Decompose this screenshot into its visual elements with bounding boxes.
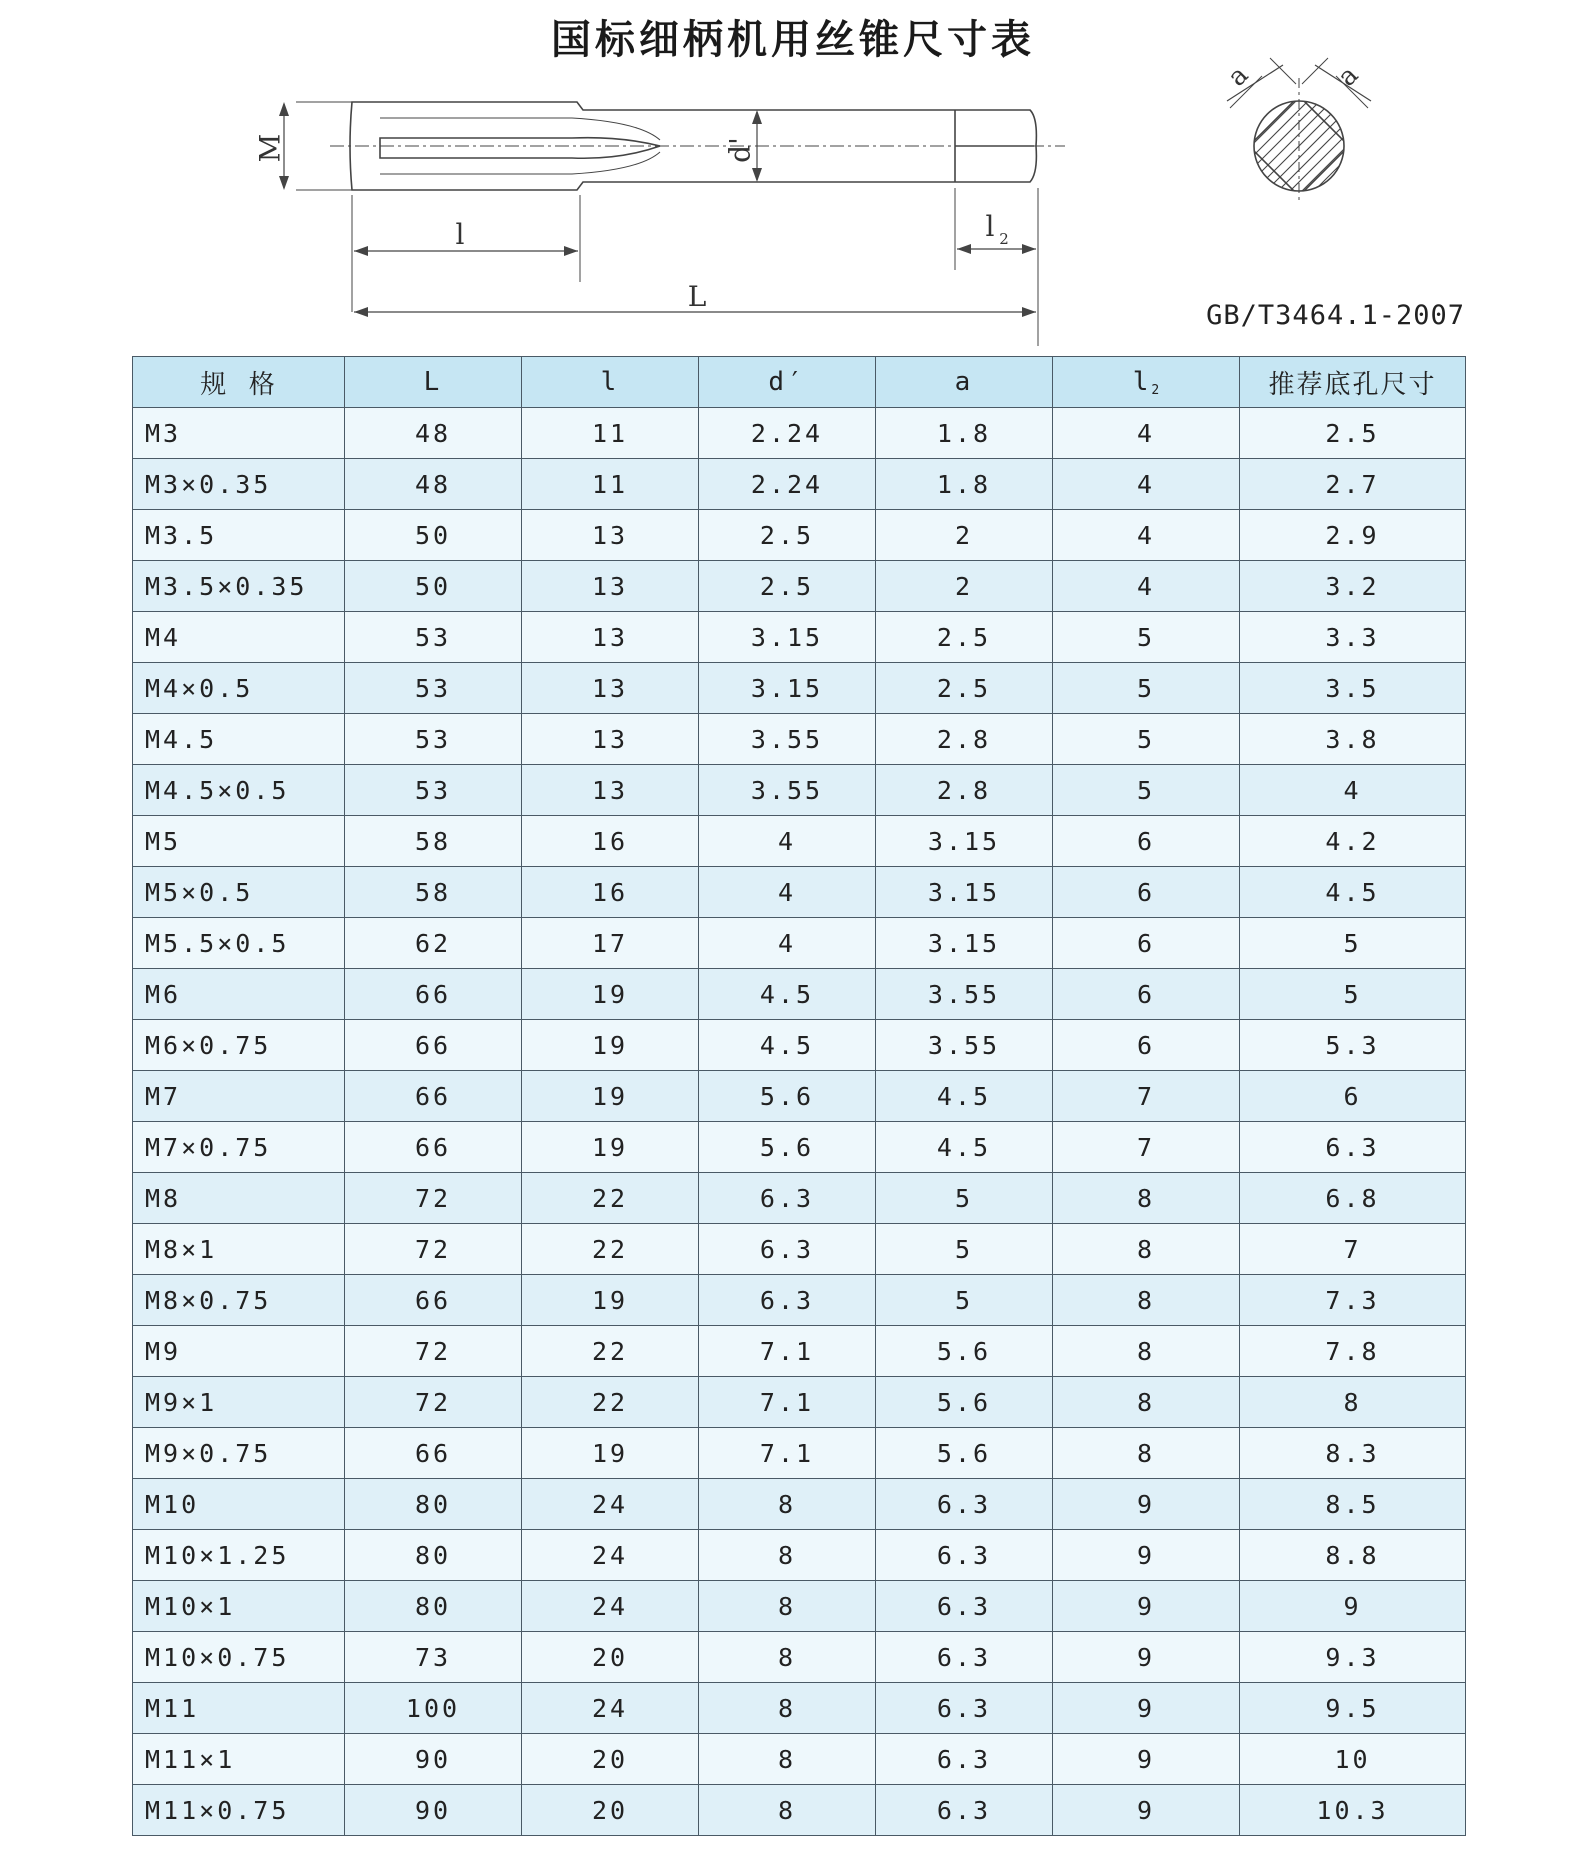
cell-l: 22	[522, 1173, 699, 1224]
cell-l: 19	[522, 969, 699, 1020]
table-row	[133, 1428, 1466, 1479]
cell-a: 2.8	[876, 714, 1053, 765]
tap-flute-lower	[380, 146, 660, 158]
cell-l: 24	[522, 1683, 699, 1734]
header-L: L	[345, 357, 522, 408]
cell-d-prime: 7.1	[699, 1326, 876, 1377]
cell-d-prime: 4	[699, 816, 876, 867]
table-row	[133, 408, 1466, 459]
cell-l2: 8	[1053, 1275, 1240, 1326]
cell-d-prime: 8	[699, 1530, 876, 1581]
label-a-left: a	[1222, 60, 1255, 93]
cell-spec: M5×0.5	[133, 867, 345, 918]
cell-spec: M5.5×0.5	[133, 918, 345, 969]
cell-L: 53	[345, 765, 522, 816]
cell-l: 13	[522, 714, 699, 765]
cell-l2: 4	[1053, 408, 1240, 459]
cell-drill-size: 3.2	[1240, 561, 1466, 612]
cell-l: 13	[522, 510, 699, 561]
header-spec: 规 格	[133, 357, 345, 408]
cell-d-prime: 6.3	[699, 1173, 876, 1224]
cell-L: 66	[345, 1020, 522, 1071]
cell-a: 5	[876, 1275, 1053, 1326]
label-a-right: a	[1332, 60, 1365, 93]
cell-L: 72	[345, 1377, 522, 1428]
cell-drill-size: 9.3	[1240, 1632, 1466, 1683]
header-drill-size: 推荐底孔尺寸	[1240, 357, 1466, 408]
label-l2-sub: 2	[999, 230, 1009, 248]
cell-l2: 5	[1053, 765, 1240, 816]
cell-a: 2	[876, 510, 1053, 561]
cell-L: 58	[345, 867, 522, 918]
cell-d-prime: 3.15	[699, 663, 876, 714]
cell-a: 2.8	[876, 765, 1053, 816]
cell-l: 24	[522, 1581, 699, 1632]
cell-L: 66	[345, 1071, 522, 1122]
cell-spec: M3.5	[133, 510, 345, 561]
cell-drill-size: 5	[1240, 969, 1466, 1020]
cell-d-prime: 8	[699, 1683, 876, 1734]
table-row	[133, 816, 1466, 867]
cell-l2: 8	[1053, 1224, 1240, 1275]
tap-size-table	[132, 356, 1466, 1836]
table-row	[133, 867, 1466, 918]
cell-d-prime: 5.6	[699, 1071, 876, 1122]
cell-spec: M6×0.75	[133, 1020, 345, 1071]
cell-l2: 9	[1053, 1785, 1240, 1836]
table-row	[133, 918, 1466, 969]
cell-a: 5	[876, 1224, 1053, 1275]
cell-L: 48	[345, 459, 522, 510]
table-row	[133, 1326, 1466, 1377]
cell-d-prime: 4	[699, 867, 876, 918]
cell-l: 19	[522, 1122, 699, 1173]
cell-l: 13	[522, 765, 699, 816]
cell-L: 80	[345, 1581, 522, 1632]
cell-spec: M3×0.35	[133, 459, 345, 510]
cell-l2: 9	[1053, 1530, 1240, 1581]
header-l2	[1053, 357, 1240, 408]
cell-a: 3.15	[876, 816, 1053, 867]
cell-a: 2.5	[876, 612, 1053, 663]
cell-l2: 6	[1053, 867, 1240, 918]
cell-d-prime: 2.24	[699, 459, 876, 510]
table-row	[133, 510, 1466, 561]
cell-drill-size: 9.5	[1240, 1683, 1466, 1734]
cell-spec: M7×0.75	[133, 1122, 345, 1173]
cell-L: 90	[345, 1734, 522, 1785]
cell-l: 20	[522, 1632, 699, 1683]
label-M: M	[253, 133, 287, 163]
cell-L: 72	[345, 1224, 522, 1275]
cell-L: 80	[345, 1479, 522, 1530]
table-row	[133, 1530, 1466, 1581]
label-l2: l	[985, 210, 995, 243]
cell-spec: M4.5	[133, 714, 345, 765]
cell-drill-size: 6.3	[1240, 1122, 1466, 1173]
cell-a: 6.3	[876, 1632, 1053, 1683]
header-l2-main: l	[1132, 366, 1152, 397]
cell-l2: 4	[1053, 561, 1240, 612]
cell-a: 5	[876, 1173, 1053, 1224]
cell-l2: 6	[1053, 1020, 1240, 1071]
cell-a: 3.15	[876, 867, 1053, 918]
cell-a: 6.3	[876, 1734, 1053, 1785]
cell-spec: M5	[133, 816, 345, 867]
cell-d-prime: 5.6	[699, 1122, 876, 1173]
table-row	[133, 1683, 1466, 1734]
cell-l2: 9	[1053, 1734, 1240, 1785]
cell-a: 5.6	[876, 1326, 1053, 1377]
cell-l2: 9	[1053, 1632, 1240, 1683]
cell-d-prime: 7.1	[699, 1428, 876, 1479]
table-row	[133, 969, 1466, 1020]
cell-d-prime: 7.1	[699, 1377, 876, 1428]
cell-L: 62	[345, 918, 522, 969]
cell-l2: 9	[1053, 1479, 1240, 1530]
cell-spec: M8×1	[133, 1224, 345, 1275]
cell-spec: M4×0.5	[133, 663, 345, 714]
label-d-prime: d'	[723, 137, 757, 163]
cell-spec: M11×1	[133, 1734, 345, 1785]
table-row	[133, 612, 1466, 663]
cell-drill-size: 8.8	[1240, 1530, 1466, 1581]
cell-spec: M10	[133, 1479, 345, 1530]
cell-drill-size: 3.8	[1240, 714, 1466, 765]
cell-d-prime: 8	[699, 1479, 876, 1530]
cell-spec: M4	[133, 612, 345, 663]
cell-l: 11	[522, 459, 699, 510]
page-title: 国标细柄机用丝锥尺寸表	[551, 17, 1035, 63]
cell-L: 53	[345, 714, 522, 765]
cell-spec: M8×0.75	[133, 1275, 345, 1326]
cell-d-prime: 2.5	[699, 510, 876, 561]
cell-a: 6.3	[876, 1479, 1053, 1530]
table-row	[133, 1173, 1466, 1224]
table-row	[133, 1581, 1466, 1632]
cell-a: 6.3	[876, 1530, 1053, 1581]
cell-d-prime: 8	[699, 1581, 876, 1632]
cell-d-prime: 3.15	[699, 612, 876, 663]
table-row	[133, 1020, 1466, 1071]
cell-L: 66	[345, 1275, 522, 1326]
cell-l: 24	[522, 1530, 699, 1581]
cell-l: 17	[522, 918, 699, 969]
cell-L: 50	[345, 561, 522, 612]
cell-drill-size: 6.8	[1240, 1173, 1466, 1224]
cell-d-prime: 8	[699, 1734, 876, 1785]
tap-dimension-drawing	[0, 0, 1586, 350]
cell-l2: 5	[1053, 714, 1240, 765]
cell-a: 1.8	[876, 459, 1053, 510]
cell-drill-size: 8.5	[1240, 1479, 1466, 1530]
cell-a: 2.5	[876, 663, 1053, 714]
cell-a: 6.3	[876, 1581, 1053, 1632]
table-row	[133, 1224, 1466, 1275]
cell-drill-size: 5.3	[1240, 1020, 1466, 1071]
table-row	[133, 765, 1466, 816]
cell-drill-size: 2.7	[1240, 459, 1466, 510]
cell-drill-size: 3.5	[1240, 663, 1466, 714]
cell-spec: M10×1.25	[133, 1530, 345, 1581]
cell-drill-size: 8.3	[1240, 1428, 1466, 1479]
cell-a: 6.3	[876, 1683, 1053, 1734]
cell-l: 19	[522, 1071, 699, 1122]
cell-spec: M10×1	[133, 1581, 345, 1632]
cell-l2: 4	[1053, 510, 1240, 561]
cell-d-prime: 3.55	[699, 714, 876, 765]
table-row	[133, 714, 1466, 765]
cell-l: 20	[522, 1785, 699, 1836]
cell-l2: 8	[1053, 1326, 1240, 1377]
cell-L: 53	[345, 663, 522, 714]
cell-l2: 7	[1053, 1122, 1240, 1173]
table-row	[133, 1479, 1466, 1530]
cell-drill-size: 3.3	[1240, 612, 1466, 663]
cell-spec: M9×0.75	[133, 1428, 345, 1479]
cell-l: 24	[522, 1479, 699, 1530]
cell-l: 13	[522, 561, 699, 612]
cell-l: 19	[522, 1020, 699, 1071]
cell-l2: 6	[1053, 918, 1240, 969]
cell-d-prime: 6.3	[699, 1224, 876, 1275]
cell-drill-size: 4.2	[1240, 816, 1466, 867]
cell-L: 58	[345, 816, 522, 867]
cell-l: 13	[522, 612, 699, 663]
cell-l: 22	[522, 1326, 699, 1377]
cell-a: 6.3	[876, 1785, 1053, 1836]
cell-drill-size: 2.9	[1240, 510, 1466, 561]
cell-spec: M11	[133, 1683, 345, 1734]
cell-l: 20	[522, 1734, 699, 1785]
cell-d-prime: 8	[699, 1632, 876, 1683]
label-L: L	[687, 280, 707, 313]
table-header-row	[133, 357, 1466, 408]
cell-spec: M8	[133, 1173, 345, 1224]
cell-drill-size: 9	[1240, 1581, 1466, 1632]
cell-a: 3.55	[876, 1020, 1053, 1071]
header-l: l	[522, 357, 699, 408]
cell-a: 4.5	[876, 1071, 1053, 1122]
cell-l2: 7	[1053, 1071, 1240, 1122]
cell-l: 22	[522, 1224, 699, 1275]
cell-l2: 6	[1053, 969, 1240, 1020]
cell-spec: M9	[133, 1326, 345, 1377]
cell-drill-size: 7	[1240, 1224, 1466, 1275]
cell-a: 3.55	[876, 969, 1053, 1020]
cell-d-prime: 4	[699, 918, 876, 969]
cell-spec: M4.5×0.5	[133, 765, 345, 816]
cell-L: 66	[345, 1122, 522, 1173]
table-row	[133, 561, 1466, 612]
cell-L: 73	[345, 1632, 522, 1683]
cell-a: 5.6	[876, 1428, 1053, 1479]
cell-L: 66	[345, 969, 522, 1020]
table-row	[133, 663, 1466, 714]
table-row	[133, 1122, 1466, 1173]
cell-l2: 8	[1053, 1377, 1240, 1428]
cell-l2: 6	[1053, 816, 1240, 867]
cell-d-prime: 2.24	[699, 408, 876, 459]
cell-d-prime: 4.5	[699, 969, 876, 1020]
table-row	[133, 1071, 1466, 1122]
cell-l: 16	[522, 867, 699, 918]
cell-l2: 8	[1053, 1428, 1240, 1479]
cell-d-prime: 2.5	[699, 561, 876, 612]
cell-spec: M3	[133, 408, 345, 459]
header-a: a	[876, 357, 1053, 408]
cell-l: 19	[522, 1428, 699, 1479]
table-row	[133, 1275, 1466, 1326]
cell-L: 50	[345, 510, 522, 561]
cell-L: 48	[345, 408, 522, 459]
cell-L: 100	[345, 1683, 522, 1734]
cell-drill-size: 4	[1240, 765, 1466, 816]
cell-drill-size: 10	[1240, 1734, 1466, 1785]
cell-a: 3.15	[876, 918, 1053, 969]
cell-drill-size: 10.3	[1240, 1785, 1466, 1836]
cell-l: 22	[522, 1377, 699, 1428]
cell-l2: 5	[1053, 663, 1240, 714]
cell-a: 1.8	[876, 408, 1053, 459]
header-d-prime: d′	[699, 357, 876, 408]
cell-d-prime: 6.3	[699, 1275, 876, 1326]
cell-d-prime: 8	[699, 1785, 876, 1836]
label-l: l	[455, 218, 465, 251]
table-body	[133, 408, 1466, 1836]
cell-drill-size: 7.8	[1240, 1326, 1466, 1377]
cell-spec: M7	[133, 1071, 345, 1122]
cell-l2: 8	[1053, 1173, 1240, 1224]
cell-l2: 9	[1053, 1581, 1240, 1632]
cell-a: 4.5	[876, 1122, 1053, 1173]
cell-spec: M11×0.75	[133, 1785, 345, 1836]
table-row	[133, 1377, 1466, 1428]
cell-spec: M3.5×0.35	[133, 561, 345, 612]
cell-a: 5.6	[876, 1377, 1053, 1428]
cell-drill-size: 8	[1240, 1377, 1466, 1428]
cell-L: 90	[345, 1785, 522, 1836]
table-row	[133, 1632, 1466, 1683]
cell-spec: M10×0.75	[133, 1632, 345, 1683]
cell-L: 72	[345, 1173, 522, 1224]
cell-l: 11	[522, 408, 699, 459]
table-row	[133, 459, 1466, 510]
cell-drill-size: 4.5	[1240, 867, 1466, 918]
cell-l2: 4	[1053, 459, 1240, 510]
header-l2-sub: 2	[1151, 382, 1160, 398]
cell-spec: M6	[133, 969, 345, 1020]
cell-drill-size: 6	[1240, 1071, 1466, 1122]
cell-drill-size: 5	[1240, 918, 1466, 969]
cell-L: 66	[345, 1428, 522, 1479]
cell-L: 80	[345, 1530, 522, 1581]
cell-l: 13	[522, 663, 699, 714]
cell-l: 19	[522, 1275, 699, 1326]
cell-drill-size: 2.5	[1240, 408, 1466, 459]
cell-a: 2	[876, 561, 1053, 612]
cell-L: 72	[345, 1326, 522, 1377]
cell-d-prime: 3.55	[699, 765, 876, 816]
table-row	[133, 1785, 1466, 1836]
standard-code: GB/T3464.1-2007	[1206, 300, 1465, 331]
cell-d-prime: 4.5	[699, 1020, 876, 1071]
cell-l2: 5	[1053, 612, 1240, 663]
cell-spec: M9×1	[133, 1377, 345, 1428]
cell-drill-size: 7.3	[1240, 1275, 1466, 1326]
cell-l2: 9	[1053, 1683, 1240, 1734]
tap-flute-upper	[380, 138, 660, 146]
cell-L: 53	[345, 612, 522, 663]
table-row	[133, 1734, 1466, 1785]
cell-l: 16	[522, 816, 699, 867]
